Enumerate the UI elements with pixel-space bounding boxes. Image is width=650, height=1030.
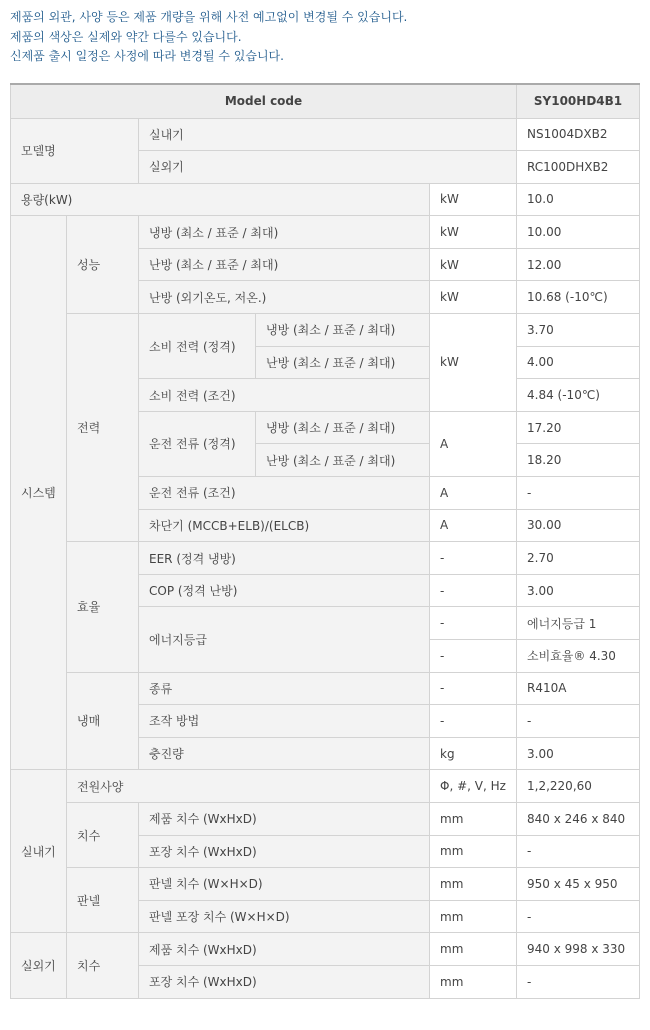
table-row	[11, 183, 640, 216]
table-header-row	[11, 84, 640, 118]
control-method-value: -	[517, 705, 640, 738]
outdoor-product-dims-label: 제품 치수 (WxHxD)	[139, 933, 430, 966]
consumption-cond-label: 소비 전력 (조건)	[139, 379, 430, 412]
outdoor-model-value: RC100DHXB2	[517, 151, 640, 184]
cop-label: COP (정격 난방)	[139, 574, 430, 607]
heating-capacity-unit: kW	[430, 248, 517, 281]
outdoor-pack-dims-value: -	[517, 965, 640, 998]
indoor-product-dims-value: 840 x 246 x 840	[517, 802, 640, 835]
eer-unit: -	[430, 542, 517, 575]
panel-pack-dims-value: -	[517, 900, 640, 933]
cop-value: 3.00	[517, 574, 640, 607]
heating-capacity-label: 난방 (최소 / 표준 / 최대)	[139, 248, 430, 281]
indoor-model-label: 실내기	[139, 118, 517, 151]
current-cond-label: 운전 전류 (조건)	[139, 477, 430, 510]
panel-dims-label: 판넬 치수 (W×H×D)	[139, 868, 430, 901]
panel-label: 판넬	[67, 868, 139, 933]
heating-capacity-value: 12.00	[517, 248, 640, 281]
outdoor-product-dims-value: 940 x 998 x 330	[517, 933, 640, 966]
cooling-capacity-value: 10.00	[517, 216, 640, 249]
energy-grade-label: 에너지등급	[139, 607, 430, 672]
low-temp-heating-value: 10.68 (-10℃)	[517, 281, 640, 314]
indoor-label: 실내기	[11, 770, 67, 933]
outdoor-pack-dims-label: 포장 치수 (WxHxD)	[139, 965, 430, 998]
model-value-header: SY100HD4B1	[517, 84, 640, 118]
indoor-pack-dims-unit: mm	[430, 835, 517, 868]
breaker-label: 차단기 (MCCB+ELB)/(ELCB)	[139, 509, 430, 542]
indoor-dims-label: 치수	[67, 802, 139, 867]
power-spec-value: 1,2,220,60	[517, 770, 640, 803]
current-cool-value: 17.20	[517, 411, 640, 444]
notice-line: 제품의 외관, 사양 등은 제품 개량을 위해 사전 예고없이 변경될 수 있습니다.	[10, 10, 408, 24]
energy-grade-unit: -	[430, 607, 517, 640]
table-row	[11, 868, 640, 901]
cooling-capacity-label: 냉방 (최소 / 표준 / 최대)	[139, 216, 430, 249]
cooling-capacity-unit: kW	[430, 216, 517, 249]
power-label: 전력	[67, 314, 139, 542]
consumption-cool-label: 냉방 (최소 / 표준 / 최대)	[256, 314, 430, 347]
capacity-unit: kW	[430, 183, 517, 216]
table-row	[11, 216, 640, 249]
outdoor-model-label: 실외기	[139, 151, 517, 184]
table-row	[11, 933, 640, 966]
eer-value: 2.70	[517, 542, 640, 575]
refrigerant-type-unit: -	[430, 672, 517, 705]
model-name-label: 모델명	[11, 118, 139, 183]
outdoor-dims-label: 치수	[67, 933, 139, 998]
control-method-label: 조작 방법	[139, 705, 430, 738]
current-cond-value: -	[517, 477, 640, 510]
consumption-cond-value: 4.84 (-10℃)	[517, 379, 640, 412]
breaker-value: 30.00	[517, 509, 640, 542]
low-temp-heating-label: 난방 (외기온도, 저온.)	[139, 281, 430, 314]
power-spec-unit: Φ, #, V, Hz	[430, 770, 517, 803]
current-heat-label: 난방 (최소 / 표준 / 최대)	[256, 444, 430, 477]
table-row	[11, 802, 640, 835]
table-row	[11, 672, 640, 705]
current-cool-label: 냉방 (최소 / 표준 / 최대)	[256, 411, 430, 444]
outdoor-pack-dims-unit: mm	[430, 965, 517, 998]
current-rated-label: 운전 전류 (정격)	[139, 411, 256, 476]
capacity-value: 10.0	[517, 183, 640, 216]
capacity-label: 용량(kW)	[11, 183, 430, 216]
performance-label: 성능	[67, 216, 139, 314]
table-row	[11, 314, 640, 347]
breaker-unit: A	[430, 509, 517, 542]
indoor-product-dims-unit: mm	[430, 802, 517, 835]
indoor-product-dims-label: 제품 치수 (WxHxD)	[139, 802, 430, 835]
efficiency-label: 효율	[67, 542, 139, 672]
charge-amount-label: 충진량	[139, 737, 430, 770]
control-method-unit: -	[430, 705, 517, 738]
panel-dims-unit: mm	[430, 868, 517, 901]
consumption-unit: kW	[430, 314, 517, 412]
consumption-heat-value: 4.00	[517, 346, 640, 379]
table-row	[11, 118, 640, 151]
refrigerant-type-value: R410A	[517, 672, 640, 705]
cop-unit: -	[430, 574, 517, 607]
panel-pack-dims-unit: mm	[430, 900, 517, 933]
outdoor-product-dims-unit: mm	[430, 933, 517, 966]
panel-dims-value: 950 x 45 x 950	[517, 868, 640, 901]
consumption-cool-value: 3.70	[517, 314, 640, 347]
indoor-pack-dims-label: 포장 치수 (WxHxD)	[139, 835, 430, 868]
outdoor-label: 실외기	[11, 933, 67, 998]
notice-line: 신제품 출시 일정은 사정에 따라 변경될 수 있습니다.	[10, 49, 284, 63]
model-code-header: Model code	[11, 84, 517, 118]
energy-efficiency-value: 소비효율® 4.30	[517, 640, 640, 673]
table-row	[11, 770, 640, 803]
refrigerant-label: 냉매	[67, 672, 139, 770]
consumption-rated-label: 소비 전력 (정격)	[139, 314, 256, 379]
current-cond-unit: A	[430, 477, 517, 510]
notice-text	[10, 8, 407, 67]
notice-line: 제품의 색상은 실제와 약간 다를수 있습니다.	[10, 29, 242, 44]
indoor-pack-dims-value: -	[517, 835, 640, 868]
system-label: 시스템	[11, 216, 67, 770]
energy-efficiency-unit: -	[430, 640, 517, 673]
charge-amount-value: 3.00	[517, 737, 640, 770]
panel-pack-dims-label: 판넬 포장 치수 (W×H×D)	[139, 900, 430, 933]
power-spec-label: 전원사양	[67, 770, 430, 803]
current-heat-value: 18.20	[517, 444, 640, 477]
spec-table	[10, 83, 640, 999]
low-temp-heating-unit: kW	[430, 281, 517, 314]
energy-grade-value: 에너지등급 1	[517, 607, 640, 640]
table-row	[11, 542, 640, 575]
consumption-heat-label: 난방 (최소 / 표준 / 최대)	[256, 346, 430, 379]
current-unit: A	[430, 411, 517, 476]
eer-label: EER (정격 냉방)	[139, 542, 430, 575]
indoor-model-value: NS1004DXB2	[517, 118, 640, 151]
charge-amount-unit: kg	[430, 737, 517, 770]
refrigerant-type-label: 종류	[139, 672, 430, 705]
